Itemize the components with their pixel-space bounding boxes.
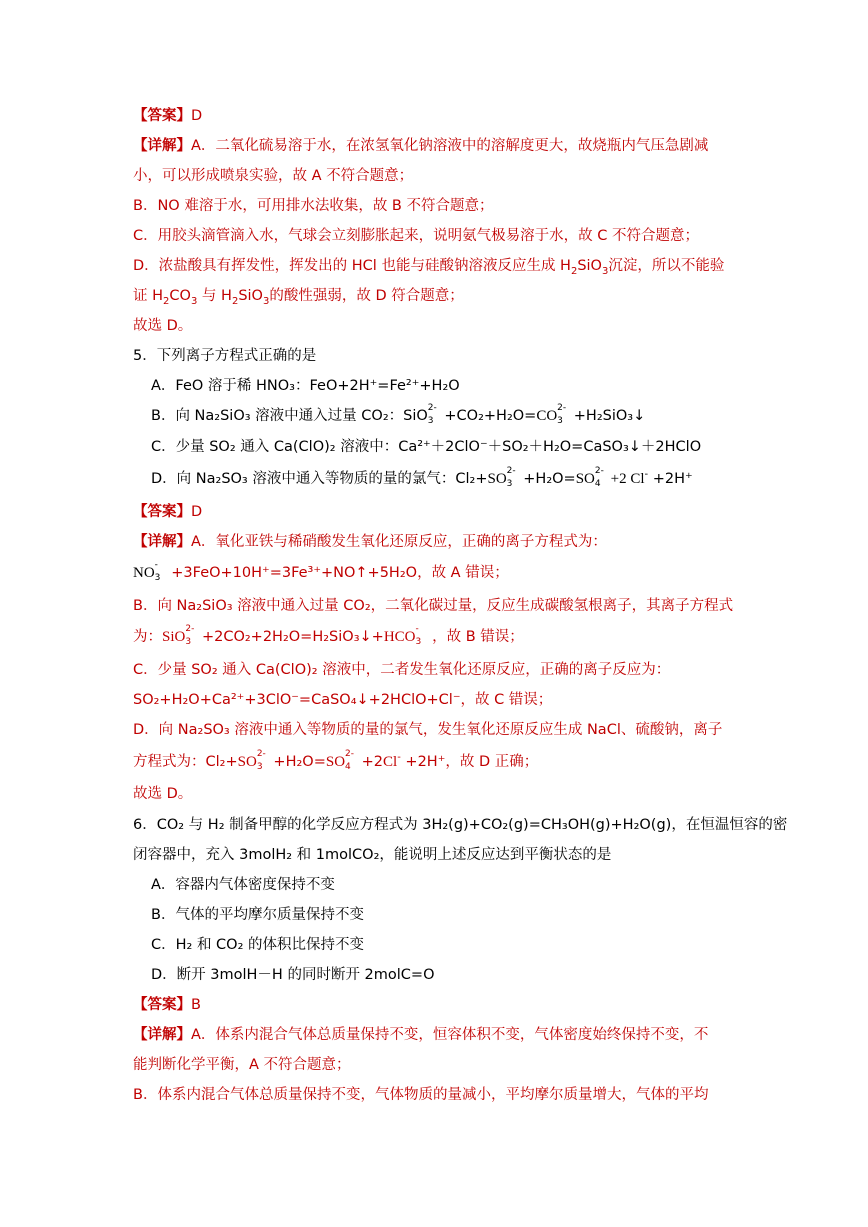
q6-detail-a-2: 能判断化学平衡，A 不符合题意； (133, 1057, 351, 1073)
q4-answer (133, 106, 202, 126)
q5-detail-b-1: B．向 Na₂SiO₃ 溶液中通入过量 CO₂，二氧化碳过量，反应生成碳酸氢根离子，其离子方程式 (133, 598, 734, 614)
q4-detail-d-1: D．浓盐酸具有挥发性，挥发出的 HCl 也能与硅酸钠溶液反应生成 $H_2SiO_3$沉淀，所以不能验 (133, 258, 725, 277)
q6-detail-b-1: B．体系内混合气体总质量保持不变，气体物质的量减小，平均摩尔质量增大，气体的平均 (133, 1087, 709, 1103)
q6-stem-1: 6．CO₂ 与 H₂ 制备甲醇的化学反应方程式为 3H₂(g)+CO₂(g)=CH₃OH(g)+H₂O(g)，在恒温恒容的密 (133, 817, 788, 833)
q5-detail-c-2: SO₂+H₂O+Ca²⁺+3ClO⁻=CaSO₄↓+2HClO+Cl⁻，故 C 错误； (133, 692, 553, 708)
q5-option-b: B．向 Na₂SiO₃ 溶液中通入过量 CO₂：SiO 2- 3 +CO₂+H₂O=CO 2- 3 +H₂SiO₃↓ (151, 403, 646, 426)
q5-detail-c-1: C．少量 SO₂ 通入 Ca(ClO)₂ 溶液中，二者发生氧化还原反应，正确的离子反应为： (133, 662, 671, 678)
q5-stem: 5．下列离子方程式正确的是 (133, 348, 317, 364)
q4-detail-c: C．用胶头滴管滴入水，气球会立刻膨胀起来，说明氨气极易溶于水，故 C 不符合题意； (133, 228, 699, 244)
q6-option-d: D．断开 3molH－H 的同时断开 2molC=O (151, 967, 435, 983)
q4-conclusion: 故选 D。 (133, 318, 193, 334)
answer-value: B (191, 997, 201, 1013)
q5-option-d: D．向 Na₂SO₃ 溶液中通入等物质的量的氯气：Cl₂+SO 2- 3 +H₂O=SO 2- 4 +2 Cl- +2H⁺ (151, 466, 693, 489)
q6-option-c: C．H₂ 和 CO₂ 的体积比保持不变 (151, 937, 365, 953)
q5-detail-d-1: D．向 Na₂SO₃ 溶液中通入等物质的量的氯气，发生氧化还原反应生成 NaCl、硫酸钠，离子 (133, 722, 723, 738)
q5-detail-a-2: NO - 3 +3FeO+10H⁺=3Fe³⁺+NO↑+5H₂O，故 A 错误； (133, 560, 509, 583)
q4-detail-d-2: 证 $H_2CO_3$ 与 $H_2SiO_3$的酸性强弱，故 D 符合题意； (133, 288, 464, 307)
q4-detail-b: B．NO 难溶于水，可用排水法收集，故 B 不符合题意； (133, 198, 494, 214)
q6-stem-2: 闭容器中，充入 3molH₂ 和 1molCO₂，能说明上述反应达到平衡状态的是 (133, 847, 612, 863)
q5-detail-a-1: 【详解】A．氧化亚铁与稀硝酸发生氧化还原反应，正确的离子方程式为： (133, 534, 607, 550)
q5-option-c: C．少量 SO₂ 通入 Ca(ClO)₂ 溶液中：Ca²⁺＋2ClO⁻＋SO₂＋H₂O=CaSO₃↓＋2HClO (151, 439, 702, 455)
q6-option-b: B．气体的平均摩尔质量保持不变 (151, 907, 364, 923)
q6-answer (133, 995, 201, 1015)
detail-label: 【详解】 (133, 534, 191, 550)
answer-label: 【答案】 (133, 997, 191, 1013)
detail-label: 【详解】 (133, 1027, 191, 1043)
q5-answer (133, 502, 202, 522)
q6-detail-a-1: 【详解】A．体系内混合气体总质量保持不变，恒容体积不变，气体密度始终保持不变，不 (133, 1027, 709, 1043)
q4-detail-a-2: 小，可以形成喷泉实验，故 A 不符合题意； (133, 168, 414, 184)
detail-label: 【详解】 (133, 138, 191, 154)
q5-conclusion: 故选 D。 (133, 786, 193, 802)
answer-label: 【答案】 (133, 108, 191, 124)
q4-detail-a-1: 【详解】A．二氧化硫易溶于水，在浓氢氧化钠溶液中的溶解度更大，故烧瓶内气压急剧减 (133, 138, 709, 154)
q5-option-a: A．FeO 溶于稀 HNO₃：FeO+2H⁺=Fe²⁺+H₂O (151, 378, 460, 394)
answer-value: D (191, 108, 203, 124)
answer-value: D (191, 504, 203, 520)
q5-detail-b-2: 为：SiO 2- 3 +2CO₂+2H₂O=H₂SiO₃↓+HCO - 3 ，故 B 错误； (133, 624, 524, 647)
answer-label: 【答案】 (133, 504, 191, 520)
q5-detail-d-2: 方程式为：Cl₂+SO 2- 3 +H₂O=SO 2- 4 +2Cl- +2H⁺，故 D 正确； (133, 749, 539, 772)
q6-option-a: A．容器内气体密度保持不变 (151, 877, 335, 893)
